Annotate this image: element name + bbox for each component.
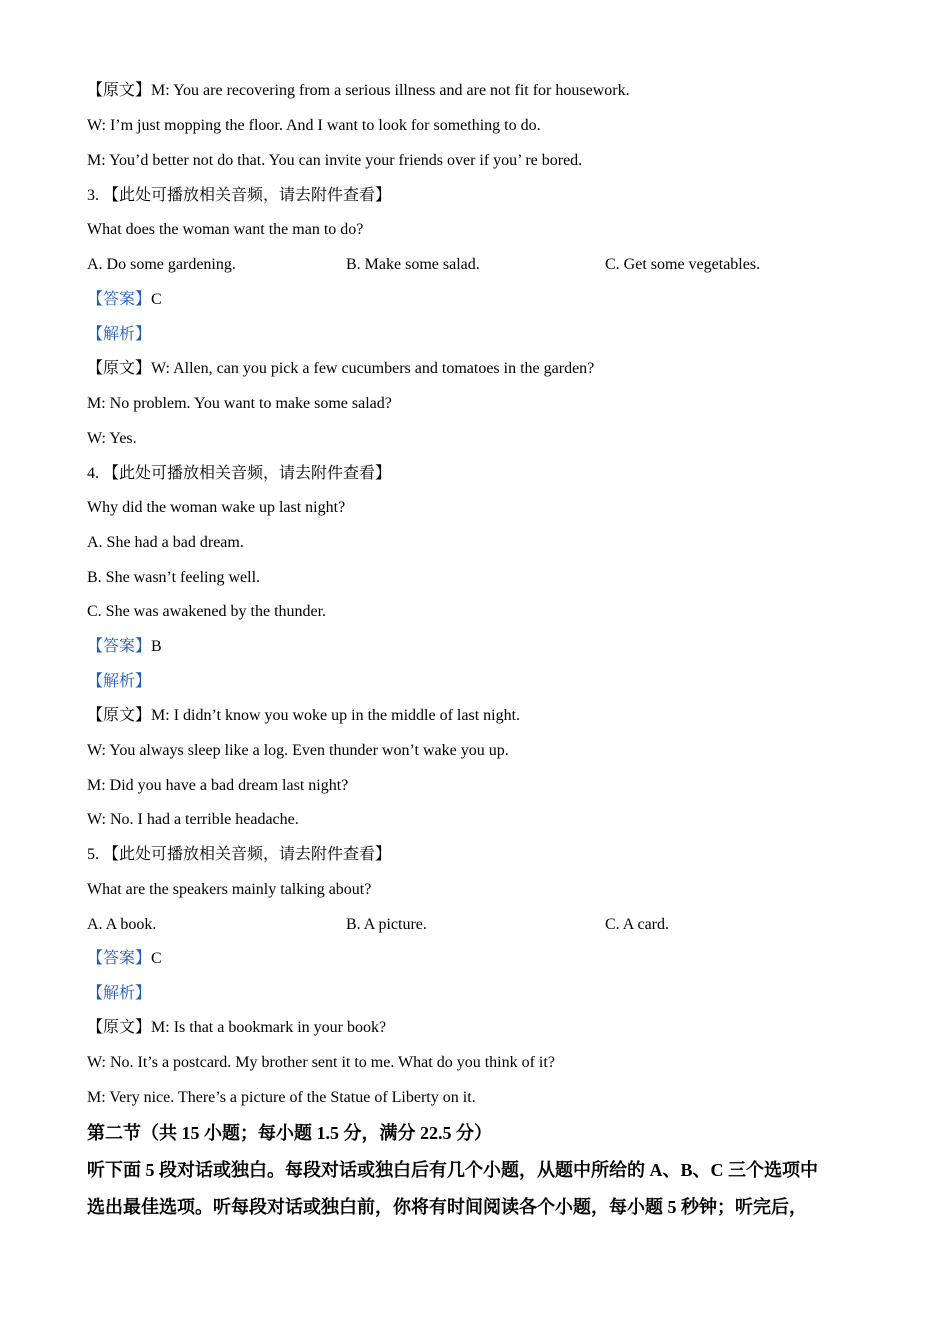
q3-option-a: A. Do some gardening. <box>87 256 236 273</box>
transcript-tag: 【原文】 <box>87 707 152 724</box>
question-4-header <box>87 464 391 484</box>
q4-option-a: A. She had a bad dream. <box>87 534 244 551</box>
transcript-text: M: Is that a bookmark in your book? <box>151 1019 387 1036</box>
q5-answer <box>87 949 162 969</box>
q4-answer <box>87 637 162 657</box>
question-3-header <box>87 186 391 206</box>
answer-value: C <box>151 950 162 967</box>
transcript-line: M: Very nice. There’s a picture of the Statue of Liberty on it. <box>87 1089 476 1106</box>
q4-option-c: C. She was awakened by the thunder. <box>87 603 327 620</box>
answer-tag: 【答案】 <box>87 291 152 308</box>
q3-answer <box>87 290 162 310</box>
transcript-line <box>87 706 520 726</box>
transcript-line: W: No. It’s a postcard. My brother sent it to me. What do you think of it? <box>87 1054 555 1071</box>
q4-option-b: B. She wasn’t feeling well. <box>87 569 261 586</box>
transcript-line <box>87 81 630 101</box>
audio-placeholder: 【此处可播放相关音频，请去附件查看】 <box>103 465 392 482</box>
audio-placeholder: 【此处可播放相关音频，请去附件查看】 <box>103 846 392 863</box>
question-3-text: What does the woman want the man to do? <box>87 221 364 238</box>
q4-analysis: 【解析】 <box>87 673 152 690</box>
transcript-line: M: No problem. You want to make some salad? <box>87 395 392 412</box>
transcript-line: W: Yes. <box>87 430 137 447</box>
question-number: 4. <box>87 465 103 482</box>
transcript-text: M: You are recovering from a serious illness and are not fit for housework. <box>151 82 630 99</box>
q3-analysis: 【解析】 <box>87 326 152 343</box>
answer-value: C <box>151 291 162 308</box>
transcript-text: M: I didn’t know you woke up in the middle of last night. <box>151 707 521 724</box>
transcript-line: M: Did you have a bad dream last night? <box>87 777 349 794</box>
q5-analysis: 【解析】 <box>87 985 152 1002</box>
transcript-line: W: No. I had a terrible headache. <box>87 811 299 828</box>
transcript-line <box>87 1018 386 1038</box>
transcript-line <box>87 359 594 379</box>
q5-option-c: C. A card. <box>605 916 669 933</box>
question-5-header <box>87 845 391 865</box>
question-number: 3. <box>87 187 103 204</box>
transcript-text: W: Allen, can you pick a few cucumbers and tomatoes in the garden? <box>151 360 595 377</box>
q3-option-b: B. Make some salad. <box>346 256 480 273</box>
audio-placeholder: 【此处可播放相关音频，请去附件查看】 <box>103 187 392 204</box>
question-5-text: What are the speakers mainly talking about? <box>87 881 372 898</box>
transcript-tag: 【原文】 <box>87 82 152 99</box>
transcript-tag: 【原文】 <box>87 360 152 377</box>
transcript-line: M: You’d better not do that. You can invite your friends over if you’ re bored. <box>87 152 583 169</box>
answer-value: B <box>151 638 162 655</box>
section-title: 第二节（共 15 小题；每小题 1.5 分，满分 22.5 分） <box>87 1123 492 1143</box>
section-instructions: 听下面 5 段对话或独白。每段对话或独白后有几个小题，从题中所给的 A、B、C 三个选项中 <box>87 1160 818 1180</box>
answer-tag: 【答案】 <box>87 638 152 655</box>
q5-option-a: A. A book. <box>87 916 157 933</box>
question-4-text: Why did the woman wake up last night? <box>87 499 346 516</box>
transcript-tag: 【原文】 <box>87 1019 152 1036</box>
section-instructions: 选出最佳选项。听每段对话或独白前，你将有时间阅读各个小题，每小题 5 秒钟；听完后， <box>87 1197 807 1217</box>
q5-option-b: B. A picture. <box>346 916 427 933</box>
transcript-line: W: You always sleep like a log. Even thunder won’t wake you up. <box>87 742 509 759</box>
q3-option-c: C. Get some vegetables. <box>605 256 761 273</box>
question-number: 5. <box>87 846 103 863</box>
answer-tag: 【答案】 <box>87 950 152 967</box>
transcript-line: W: I’m just mopping the floor. And I want to look for something to do. <box>87 117 541 134</box>
